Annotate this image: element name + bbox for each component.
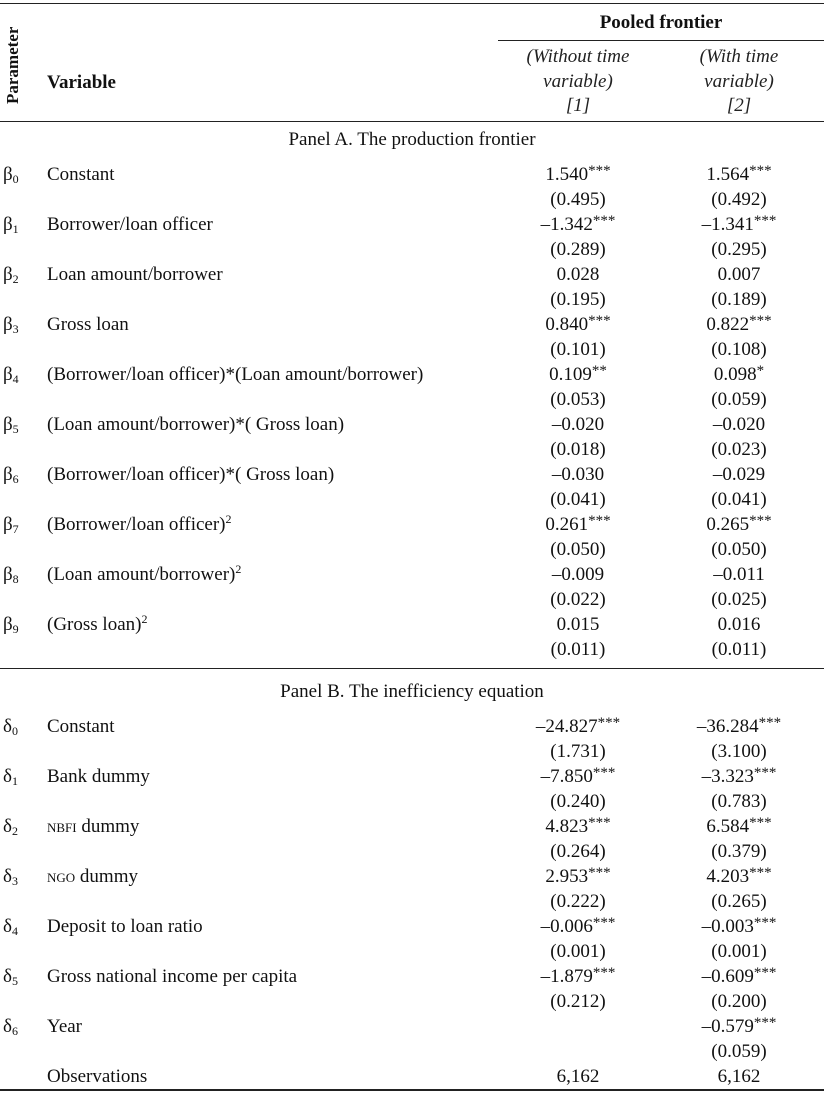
variable-name: (Borrower/loan officer)$^2$: [47, 512, 232, 535]
variable-name: (Borrower/loan officer)*(Loan amount/borrower): [47, 364, 424, 385]
coefficient-col1: 0.015: [556, 614, 600, 635]
std-error-col1: (0.212): [550, 991, 606, 1012]
parameter-symbol: $\delta_2$: [3, 816, 18, 838]
coefficient-col2: –0.003***: [701, 915, 777, 937]
std-error-col1: (1.731): [550, 741, 606, 762]
std-error-col2: (0.059): [711, 1041, 767, 1062]
std-error-col2: (0.492): [711, 189, 767, 210]
coefficient-col2: 0.822***: [706, 313, 772, 335]
variable-name: (Loan amount/borrower)$^2$: [47, 562, 242, 585]
parameter-symbol: $\delta_1$: [3, 766, 18, 788]
parameter-symbol: $\beta_9$: [3, 614, 19, 636]
coefficient-col2: –0.029: [712, 464, 766, 485]
std-error-col1: (0.022): [550, 589, 606, 610]
top-rule: [0, 3, 824, 4]
std-error-col2: (0.108): [711, 339, 767, 360]
parameter-symbol: $\delta_6$: [3, 1016, 18, 1038]
parameter-symbol: $\delta_5$: [3, 966, 18, 988]
parameter-symbol: $\beta_7$: [3, 514, 19, 536]
observations-col1: 6,162: [556, 1066, 600, 1087]
coefficient-col2: –0.609***: [701, 965, 777, 987]
std-error-col1: (0.018): [550, 439, 606, 460]
parameter-symbol: $\delta_3$: [3, 866, 18, 888]
coefficient-col1: 0.028: [556, 264, 600, 285]
coefficient-col2: 0.265***: [706, 513, 772, 535]
parameter-symbol: $\beta_2$: [3, 264, 19, 286]
std-error-col1: (0.041): [550, 489, 606, 510]
std-error-col2: (0.041): [711, 489, 767, 510]
col1-header-line2: variable): [543, 71, 613, 92]
std-error-col1: (0.240): [550, 791, 606, 812]
coefficient-col1: 4.823***: [545, 815, 611, 837]
variable-name: Borrower/loan officer: [47, 214, 213, 235]
coefficient-col1: 1.540***: [545, 163, 611, 185]
std-error-col2: (0.050): [711, 539, 767, 560]
std-error-col1: (0.001): [550, 941, 606, 962]
coefficient-col1: –0.030: [551, 464, 605, 485]
coefficient-col2: 4.203***: [706, 865, 772, 887]
std-error-col2: (0.023): [711, 439, 767, 460]
variable-name: Constant: [47, 716, 115, 737]
std-error-col1: (0.101): [550, 339, 606, 360]
coefficient-col2: –3.323***: [701, 765, 777, 787]
std-error-col1: (0.495): [550, 189, 606, 210]
panel-a-title: Panel A. The production frontier: [288, 129, 536, 150]
std-error-col2: (0.295): [711, 239, 767, 260]
parameter-symbol: $\beta_4$: [3, 364, 19, 386]
parameter-symbol: $\beta_8$: [3, 564, 19, 586]
coefficient-col2: 6.584***: [706, 815, 772, 837]
std-error-col1: (0.264): [550, 841, 606, 862]
coefficient-col1: –0.020: [551, 414, 605, 435]
std-error-col2: (0.025): [711, 589, 767, 610]
coefficient-col1: –7.850***: [540, 765, 616, 787]
bottom-rule: [0, 1089, 824, 1091]
std-error-col1: (0.050): [550, 539, 606, 560]
std-error-col1: (0.053): [550, 389, 606, 410]
std-error-col2: (3.100): [711, 741, 767, 762]
coefficient-col2: –36.284***: [696, 715, 782, 737]
header-rule: [0, 121, 824, 122]
parameter-symbol: $\delta_4$: [3, 916, 18, 938]
parameter-symbol: $\beta_3$: [3, 314, 19, 336]
observations-col2: 6,162: [717, 1066, 761, 1087]
std-error-col1: (0.222): [550, 891, 606, 912]
std-error-col2: (0.379): [711, 841, 767, 862]
std-error-col2: (0.189): [711, 289, 767, 310]
col1-header-line3: [1]: [565, 95, 591, 116]
std-error-col1: (0.289): [550, 239, 606, 260]
parameter-symbol: $\beta_1$: [3, 214, 19, 236]
coefficient-col2: –1.341***: [701, 213, 777, 235]
std-error-col1: (0.195): [550, 289, 606, 310]
coefficient-col1: –1.879***: [540, 965, 616, 987]
parameter-symbol: $\beta_0$: [3, 164, 19, 186]
variable-name: Loan amount/borrower: [47, 264, 223, 285]
std-error-col2: (0.011): [711, 639, 767, 660]
variable-name: (Loan amount/borrower)*( Gross loan): [47, 414, 345, 435]
variable-name: (Borrower/loan officer)*( Gross loan): [47, 464, 335, 485]
coefficient-col1: –0.006***: [540, 915, 616, 937]
group-rule: [498, 40, 824, 41]
coefficient-col1: 0.261***: [545, 513, 611, 535]
coefficient-col1: –24.827***: [535, 715, 621, 737]
col1-header-line1: (Without time: [526, 46, 630, 67]
coefficient-col2: –0.011: [713, 564, 765, 585]
coefficient-col1: –0.009: [551, 564, 605, 585]
observations-label: Observations: [47, 1066, 148, 1087]
std-error-col2: (0.783): [711, 791, 767, 812]
col2-header-line1: (With time: [699, 46, 779, 67]
variable-name: Deposit to loan ratio: [47, 916, 203, 937]
coefficient-col2: –0.579***: [701, 1015, 777, 1037]
variable-name: Constant: [47, 164, 115, 185]
parameter-symbol: $\beta_5$: [3, 414, 19, 436]
parameter-symbol: $\beta_6$: [3, 464, 19, 486]
variable-name: Gross national income per capita: [47, 966, 298, 987]
std-error-col2: (0.200): [711, 991, 767, 1012]
coefficient-col1: –1.342***: [540, 213, 616, 235]
panel-b-title: Panel B. The inefficiency equation: [280, 681, 544, 702]
variable-name: (Gross loan)$^2$: [47, 612, 148, 635]
parameter-header: Parameter: [3, 26, 22, 104]
coefficient-col2: 0.098*: [713, 363, 765, 385]
coefficient-col2: 0.007: [717, 264, 761, 285]
coefficient-col1: 0.109**: [549, 363, 607, 385]
panel-a-end-rule: [0, 668, 824, 669]
variable-name: ngo dummy: [47, 866, 138, 887]
coefficient-col1: 2.953***: [545, 865, 611, 887]
variable-header: Variable: [47, 72, 116, 93]
variable-name: nbfi dummy: [47, 816, 140, 837]
coefficient-col2: 1.564***: [706, 163, 772, 185]
coefficient-col1: 0.840***: [545, 313, 611, 335]
pooled-frontier-header: Pooled frontier: [599, 12, 723, 33]
col2-header-line3: [2]: [726, 95, 752, 116]
std-error-col1: (0.011): [550, 639, 606, 660]
variable-name: Year: [47, 1016, 83, 1037]
std-error-col2: (0.059): [711, 389, 767, 410]
parameter-symbol: $\delta_0$: [3, 716, 18, 738]
coefficient-col2: –0.020: [712, 414, 766, 435]
std-error-col2: (0.001): [711, 941, 767, 962]
col2-header-line2: variable): [704, 71, 774, 92]
variable-name: Gross loan: [47, 314, 129, 335]
std-error-col2: (0.265): [711, 891, 767, 912]
coefficient-col2: 0.016: [717, 614, 761, 635]
variable-name: Bank dummy: [47, 766, 150, 787]
